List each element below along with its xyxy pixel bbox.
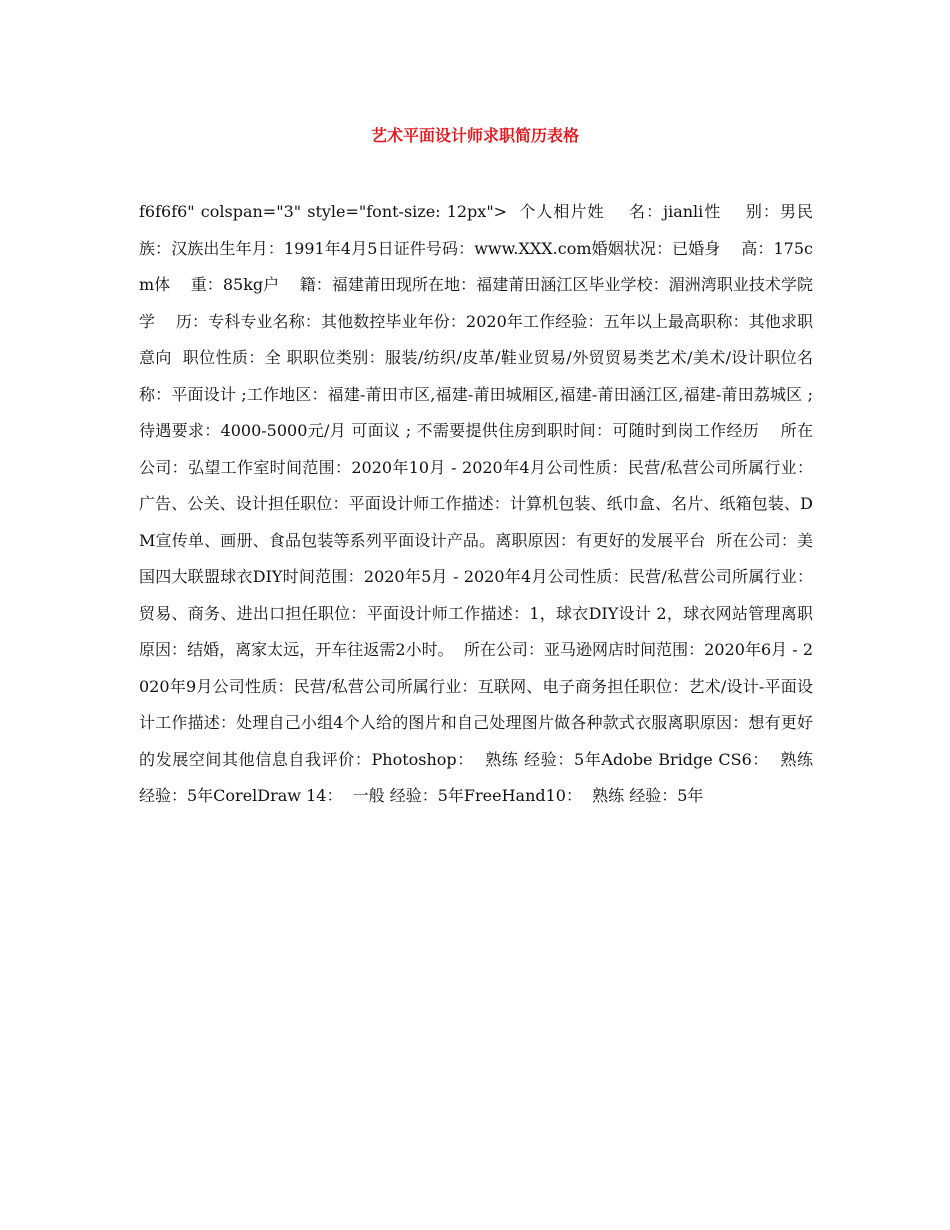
resume-body-text: f6f6f6" colspan="3" style="font-size: 12px"> 个人相片姓 名：jianli性 别：男民 族：汉族出生年月：1991年4月5日证件号码：www.XXX.com婚姻状况：已婚身 高：175cm体 重：85kg户 籍：福建莆田现所在地：福建莆田涵江区毕业学校：湄洲湾职业技术学院学 历：专科专业名称：其他数控毕业年份：2020年工作经验：五年以上最高职称：其他求职意向 职位性质：全 职职位类别：服装/纺织/皮革/鞋业贸易/外贸贸易类艺术/美术/设计职位名称：平面设计 ;工作地区：福建-莆田市区,福建-莆田城厢区,福建-莆田涵江区,福建-莆田荔城区 ;待遇要求：4000-5000元/月 可面议 ; 不需要提供住房到职时间：可随时到岗工作经历 所在公司：弘望工作室时间范围：2020年10月 - 2020年4月公司性质：民营/私营公司所属行业：广告、公关、设计担任职位：平面设计师工作描述：计算机包装、纸巾盒、名片、纸箱包装、DM宣传单、画册、食品包装等系列平面设计产品。离职原因：有更好的发展平台 所在公司：美国四大联盟球衣DIY时间范围：2020年5月 - 2020年4月公司性质：民营/私营公司所属行业：贸易、商务、进出口担任职位：平面设计师工作描述：1，球衣DIY设计 2，球衣网站管理离职原因：结婚，离家太远，开车往返需2小时。 所在公司：亚马逊网店时间范围：2020年6月 - 2020年9月公司性质：民营/私营公司所属行业：互联网、电子商务担任职位：艺术/设计-平面设计工作描述：处理自己小组4个人给的图片和自己处理图片做各种款式衣服离职原因：想有更好的发展空间其他信息自我评价：Photoshop： 熟练 经验：5年Adobe Bridge CS6： 熟练 经验：5年CorelDraw 14： 一般 经验：5年FreeHand10： 熟练 经验：5年 [139, 202, 834, 805]
document-title: 艺术平面设计师求职简历表格 [370, 126, 579, 145]
